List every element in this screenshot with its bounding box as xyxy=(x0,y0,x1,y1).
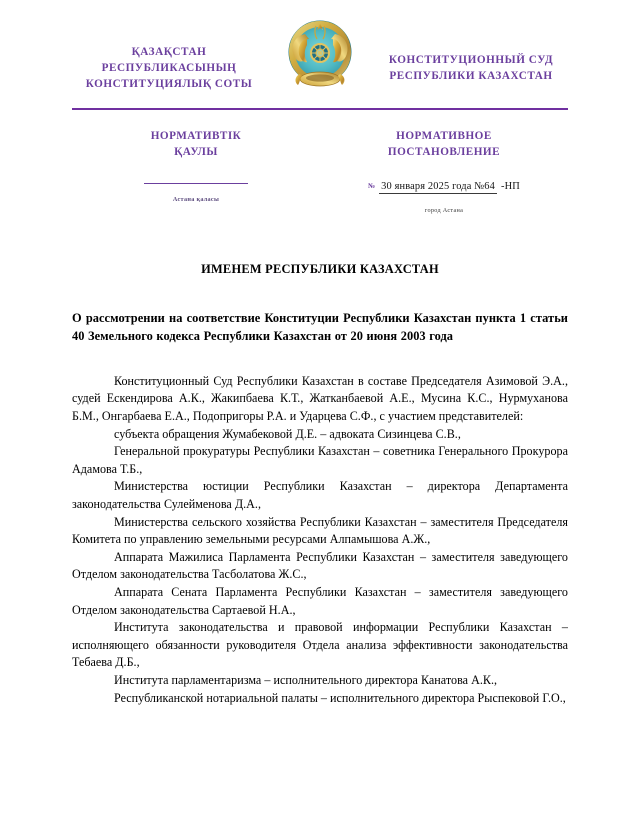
kazakh-resolution-line-1: НОРМАТИВТІК xyxy=(150,130,242,143)
paragraph-ministry-agriculture: Министерства сельского хозяйства Республики Казахстан – заместителя Председателя Комитета по управлению земельными ресурсами Алпамышова А.Ж., xyxy=(72,514,568,547)
paragraph-legislation-institute: Института законодательства и правовой информации Республики Казахстан – исполняющего обязанности руководителя Отдела анализа эффективности законодательства Тебаева Д.Б., xyxy=(72,620,568,670)
resolution-date-number: 30 января 2025 года №64 xyxy=(381,180,495,192)
state-emblem-icon xyxy=(281,12,359,100)
paragraph-parliamentarism-institute: Института парламентаризма – исполнительного директора Канатова А.К., xyxy=(114,672,498,687)
letterhead-kazakh-line-1: ҚАЗАҚСТАН РЕСПУБЛИКАСЫНЫҢ xyxy=(101,45,237,74)
kazakhstan-emblem-svg xyxy=(283,12,357,96)
kazakh-resolution-line-2: ҚАУЛЫ xyxy=(174,146,218,159)
paragraph-prosecutor-general: Генеральной прокуратуры Республики Казахстан – советника Генерального Прокурора Адамова Т.Б., xyxy=(72,444,568,476)
russian-resolution-label xyxy=(320,128,568,160)
document-title: О рассмотрении на соответствие Конституции Республики Казахстан пункта 1 статьи 40 Земельного кодекса Республики Казахстан от 20 июня 2003 года xyxy=(72,310,568,344)
letterhead-kazakh-line-2: КОНСТИТУЦИЯЛЫҚ СОТЫ xyxy=(85,78,253,91)
kazakh-blank-line xyxy=(144,183,248,184)
paragraph-notarial-chamber: Республиканской нотариальной палаты – исполнительного директора Рыспековой Г.О., xyxy=(114,690,566,705)
letterhead-kazakh-title xyxy=(63,44,275,93)
paragraph-applicant-representative: субъекта обращения Жумабековой Д.Е. – адвоката Сизинцева С.В., xyxy=(114,426,461,441)
letterhead xyxy=(0,0,640,92)
resolution-header-kazakh xyxy=(72,128,320,213)
paragraph-senate-apparatus: Аппарата Сената Парламента Республики Казахстан – заместителя заведующего Отделом законодательства Сартаевой Н.А., xyxy=(72,585,568,617)
header-divider xyxy=(72,108,568,110)
city-russian-label: город Астана xyxy=(424,206,464,214)
document-body xyxy=(0,262,640,708)
city-kazakh-label: Астана қаласы xyxy=(172,195,220,203)
resolution-number-suffix: -НП xyxy=(500,180,520,192)
paragraph-composition: Конституционный Суд Республики Казахстан в составе Председателя Азимовой Э.А., судей Ескендирова А.К., Жакипбаева К.Т., Жатканбаевой А.Е., Мусина К.С., Нурмуханова Б.М., Онгарбаева Е.А., Подопригоры Р.А. и Ударцева С.Ф., с участием представителей: xyxy=(72,373,568,424)
resolution-number-line xyxy=(320,181,568,194)
letterhead-russian-line-2: РЕСПУБЛИКИ КАЗАХСТАН xyxy=(389,70,553,82)
letterhead-russian-title xyxy=(365,52,577,84)
kazakh-resolution-label xyxy=(72,128,320,160)
russian-resolution-line-2: ПОСТАНОВЛЕНИЕ xyxy=(387,146,501,159)
in-the-name-of-heading: ИМЕНЕМ РЕСПУБЛИКИ КАЗАХСТАН xyxy=(201,261,439,276)
paragraph-ministry-justice: Министерства юстиции Республики Казахстан – директора Департамента законодательства Сулейменова Д.А., xyxy=(72,479,568,512)
letterhead-russian-line-1: КОНСТИТУЦИОННЫЙ СУД xyxy=(388,53,554,66)
resolution-header-row xyxy=(0,128,640,213)
paragraph-mazhilis-apparatus: Аппарата Мажилиса Парламента Республики Казахстан – заместителя заведующего Отделом законодательства Тасболатова Ж.С., xyxy=(72,549,568,582)
resolution-header-russian xyxy=(320,128,568,213)
number-symbol: № xyxy=(368,181,376,190)
russian-resolution-line-1: НОРМАТИВНОЕ xyxy=(396,130,492,143)
